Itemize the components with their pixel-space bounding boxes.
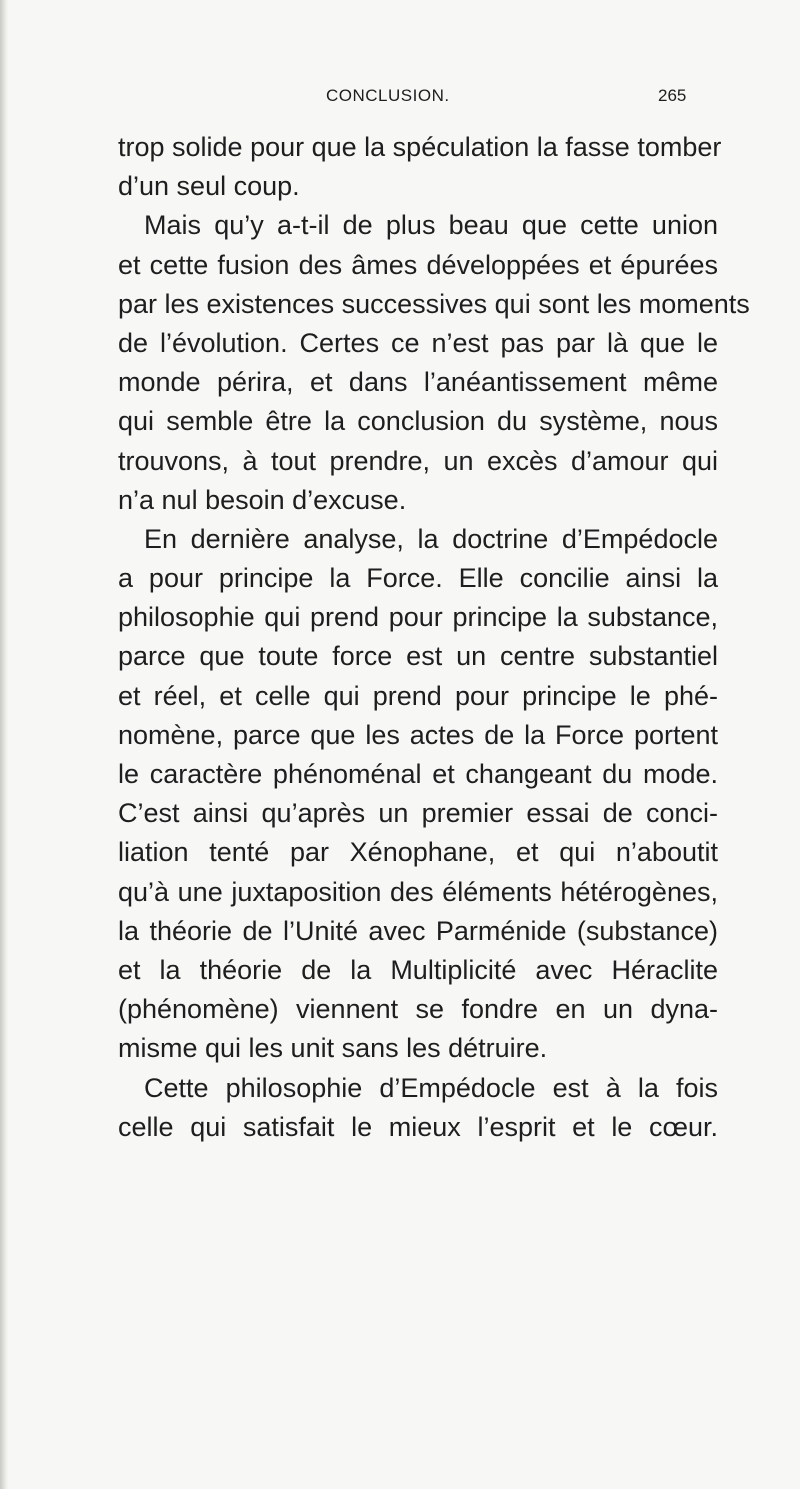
page-number: 265 bbox=[658, 86, 687, 105]
text-line: En dernière analyse, la doctrine d’Empédocle bbox=[144, 523, 718, 554]
text-line: de l’évolution. Certes ce n’est pas par là que le bbox=[118, 327, 718, 358]
text-line: et cette fusion des âmes développées et épurées bbox=[118, 249, 718, 280]
text-line: trop solide pour que la spéculation la fasse tomber bbox=[118, 132, 722, 162]
text-line: philosophie qui prend pour principe la substance, bbox=[118, 602, 718, 633]
text-line: misme qui les unit sans les détruire. bbox=[118, 1033, 548, 1064]
text-line: d’un seul coup. bbox=[118, 171, 300, 202]
page-header bbox=[0, 86, 800, 116]
text-line: celle qui satisfait le mieux l’esprit et le cœur. bbox=[118, 1111, 718, 1142]
text-line: Mais qu’y a-t-il de plus beau que cette union bbox=[144, 210, 718, 241]
text-line: liation tenté par Xénophane, et qui n’aboutit bbox=[118, 837, 718, 868]
text-line: et la théorie de la Multiplicité avec Héraclite bbox=[118, 954, 718, 985]
text-line: trouvons, à tout prendre, un excès d’amour qui bbox=[118, 445, 718, 476]
text-line: qui semble être la conclusion du système, nous bbox=[118, 406, 718, 437]
text-line: nomène, parce que les actes de la Force portent bbox=[118, 719, 718, 750]
text-line: et réel, et celle qui prend pour principe le phé- bbox=[118, 680, 718, 711]
book-spine-shadow bbox=[0, 0, 8, 1489]
text-line: n’a nul besoin d’excuse. bbox=[118, 484, 407, 515]
text-line: Cette philosophie d’Empédocle est à la fois bbox=[144, 1072, 718, 1103]
text-line: parce que toute force est un centre substantiel bbox=[118, 641, 718, 672]
text-line: (phénomène) viennent se fondre en un dyna- bbox=[118, 994, 718, 1025]
text-line: par les existences successives qui sont les moments bbox=[118, 288, 750, 319]
body-text bbox=[118, 128, 750, 1147]
text-line: monde périra, et dans l’anéantissement même bbox=[118, 367, 718, 398]
text-line: a pour principe la Force. Elle concilie ainsi la bbox=[118, 563, 718, 594]
text-line: le caractère phénoménal et changeant du mode. bbox=[118, 759, 718, 789]
text-line: C’est ainsi qu’après un premier essai de conci- bbox=[118, 798, 718, 829]
running-title: CONCLUSION. bbox=[326, 86, 450, 105]
text-line: la théorie de l’Unité avec Parménide (substance) bbox=[118, 915, 718, 946]
text-line: qu’à une juxtaposition des éléments hétérogènes, bbox=[118, 876, 718, 907]
